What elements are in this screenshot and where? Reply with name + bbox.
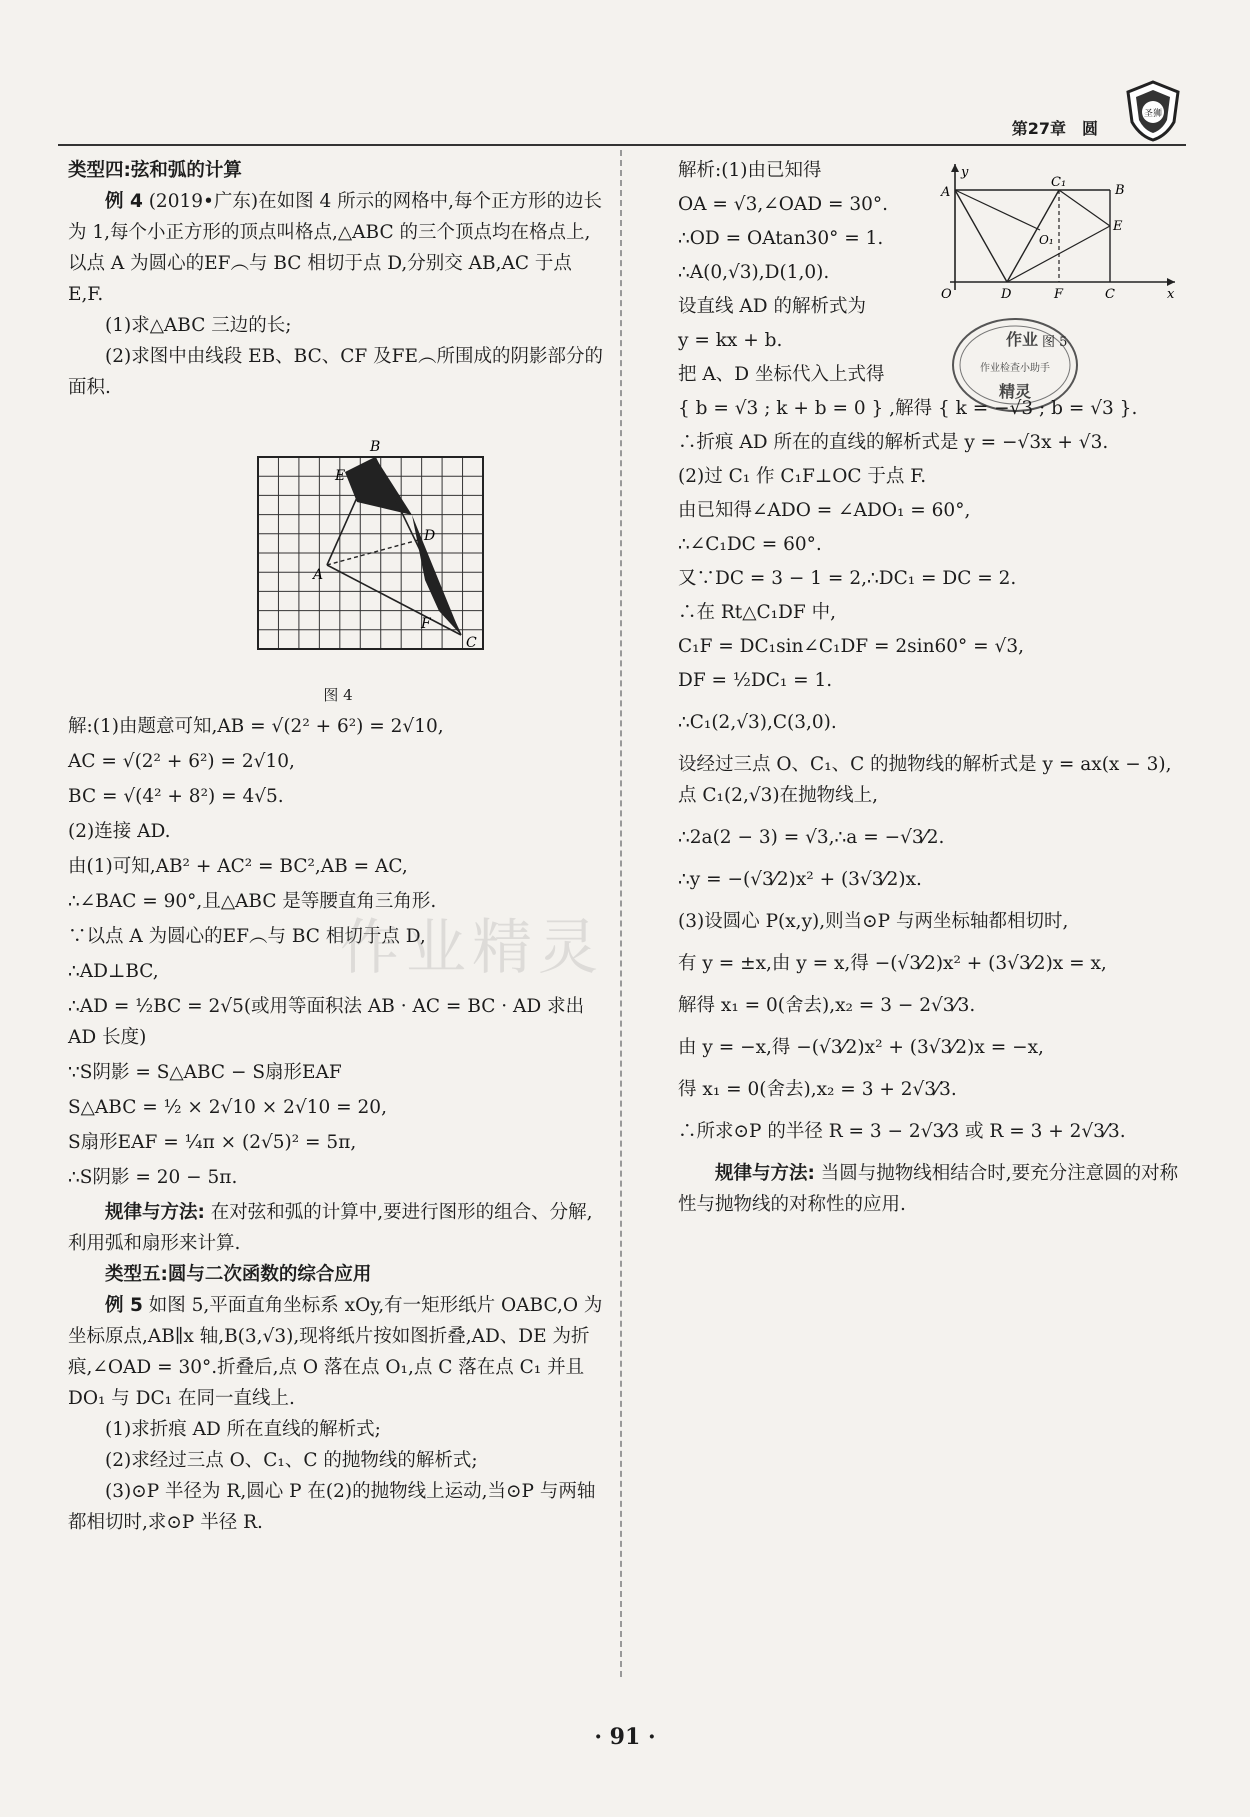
example5-solution (678, 155, 1186, 1147)
solution-line: ∴在 Rt△C₁DF 中, (678, 602, 836, 623)
solution-line: 有 y = ±x,由 y = x,得 −(√3⁄2)x² + (3√3⁄2)x = x, (678, 953, 1107, 974)
example4-label: 例 4 (105, 191, 143, 212)
label-e: E (1113, 219, 1123, 234)
solution-line: 由 y = −x,得 −(√3⁄2)x² + (3√3⁄2)x = −x, (678, 1037, 1044, 1058)
figure4-grid-diagram (208, 415, 508, 680)
rule4-label: 规律与方法: (105, 1202, 205, 1223)
right-column (678, 155, 1186, 1220)
section5-title: 类型五:圆与二次函数的综合应用 (105, 1264, 372, 1285)
label-x: x (1167, 287, 1175, 302)
publisher-logo (1122, 78, 1184, 144)
stamp-line1: 作业 (1006, 330, 1039, 349)
segment-ad (327, 539, 422, 565)
rule5-text: 当圆与抛物线相结合时,要充分注意圆的对称性与抛物线的对称性的应用. (678, 1163, 1179, 1215)
rule4 (68, 1197, 608, 1259)
label-f: F (421, 616, 431, 632)
rule5 (678, 1158, 1186, 1220)
column-divider (620, 150, 622, 1677)
solution-line: ∵以点 A 为圆心的EF︵与 BC 相切于点 D, (68, 926, 426, 947)
solution-line: C₁F = DC₁sin∠C₁DF = 2sin60° = √3, (678, 636, 1024, 657)
solution-line: ∴y = −(√3⁄2)x² + (3√3⁄2)x. (678, 869, 922, 890)
solution-line: ∴S阴影 = 20 − 5π. (68, 1167, 238, 1188)
solution-line: 由(1)可知,AB² + AC² = BC²,AB = AC, (68, 856, 408, 877)
label-c1: C₁ (1051, 175, 1067, 190)
solution-line: AC = √(2² + 6²) = 2√10, (68, 751, 295, 772)
solution-line: ∴AD⊥BC, (68, 961, 159, 982)
label-b: B (1115, 183, 1125, 198)
solution-line: 设直线 AD 的解析式为 (678, 296, 866, 317)
solution-line: (2)过 C₁ 作 C₁F⊥OC 于点 F. (678, 466, 927, 487)
solution-line: 解得 x₁ = 0(舍去),x₂ = 3 − 2√3⁄3. (678, 995, 976, 1016)
solution-line: ∵S阴影 = S△ABC − S扇形EAF (68, 1062, 342, 1083)
solution-line: DF = ½DC₁ = 1. (678, 670, 833, 691)
solution-line: S△ABC = ½ × 2√10 × 2√10 = 20, (68, 1097, 387, 1118)
solution-line: S扇形EAF = ¼π × (2√5)² = 5π, (68, 1132, 357, 1153)
solution-line: ∴C₁(2,√3),C(3,0). (678, 712, 837, 733)
rule4-text: 在对弦和弧的计算中,要进行图形的组合、分解,利用弧和扇形来计算. (68, 1202, 593, 1254)
solution-line: y = kx + b. (678, 330, 783, 351)
example5 (68, 1290, 608, 1414)
label-d: D (1001, 287, 1012, 302)
example5-q1: (1)求折痕 AD 所在直线的解析式; (105, 1419, 381, 1440)
solution-line: 解:(1)由题意可知,AB = √(2² + 6²) = 2√10, (68, 716, 444, 737)
label-y: y (961, 165, 969, 180)
solution-line: ∴折痕 AD 所在的直线的解析式是 y = −√3x + √3. (678, 432, 1109, 453)
solution-line: 设经过三点 O、C₁、C 的抛物线的解析式是 y = ax(x − 3),点 C₁(2,√3)在抛物线上, (678, 754, 1172, 806)
label-f: F (1054, 287, 1064, 302)
label-a: A (313, 567, 324, 583)
solution-line: ∴∠C₁DC = 60°. (678, 534, 822, 555)
page-header (58, 92, 1186, 146)
example4-q1: (1)求△ABC 三边的长; (105, 315, 292, 336)
solution-line: ∴AD = ½BC = 2√5(或用等面积法 AB · AC = BC · AD 求出 AD 长度) (68, 996, 585, 1048)
solution-line: 得 x₁ = 0(舍去),x₂ = 3 + 2√3⁄3. (678, 1079, 957, 1100)
example4-q2: (2)求图中由线段 EB、BC、CF 及FE︵所围成的阴影部分的面积. (68, 346, 603, 398)
label-o1: O₁ (1039, 233, 1054, 247)
logo-text: 圣狮 (1143, 109, 1163, 119)
figure5-caption: 图 5 (1042, 335, 1068, 350)
solution-line: (3)设圆心 P(x,y),则当⊙P 与两坐标轴都相切时, (678, 911, 1069, 932)
chapter-title: 第27章 圆 (1011, 119, 1098, 138)
solution-line: 把 A、D 坐标代入上式得 (678, 364, 885, 385)
page-number: · 91 · (594, 1724, 656, 1750)
example5-q3: (3)⊙P 半径为 R,圆心 P 在(2)的抛物线上运动,当⊙P 与两轴都相切时,求⊙P 半径 R. (68, 1481, 596, 1533)
watermark: 作业精灵 (340, 913, 604, 983)
solution-line: 解析:(1)由已知得 (678, 160, 822, 181)
stamp-line3: 精灵 (998, 382, 1032, 401)
solution-line: { b = √3 ; k + b = 0 } ,解得 { k = −√3 ; b = √3 }. (678, 398, 1138, 419)
solution-line: 由已知得∠ADO = ∠ADO₁ = 60°, (678, 500, 971, 521)
label-c: C (466, 635, 477, 651)
solution-line: ∴∠BAC = 90°,且△ABC 是等腰直角三角形. (68, 891, 437, 912)
segment-bc (375, 457, 461, 635)
solution-line: OA = √3,∠OAD = 30°. (678, 194, 889, 215)
label-e: E (335, 468, 346, 484)
shaded-region-bottom (412, 515, 461, 635)
section4-title: 类型四:弦和弧的计算 (68, 160, 242, 181)
example4 (68, 186, 608, 310)
solution-line: (2)连接 AD. (68, 821, 171, 842)
solution-line: ∴A(0,√3),D(1,0). (678, 262, 830, 283)
label-b: B (370, 439, 381, 455)
example5-q2: (2)求经过三点 O、C₁、C 的抛物线的解析式; (105, 1450, 478, 1471)
label-a: A (941, 185, 951, 200)
example4-text: (2019•广东)在如图 4 所示的网格中,每个正方形的边长为 1,每个小正方形的顶点叫格点,△ABC 的三个顶点均在格点上,以点 A 为圆心的EF︵与 BC 相切于点 D,分别交 AB,AC 于点 E,F. (68, 191, 603, 305)
example5-text: 如图 5,平面直角坐标系 xOy,有一矩形纸片 OABC,O 为坐标原点,AB∥x 轴,B(3,√3),现将纸片按如图折叠,AD、DE 为折痕,∠OAD = 30°.折叠后,点 O 落在点 O₁,点 C 落在点 C₁ 并且 DO₁ 与 DC₁ 在同一直线上. (68, 1295, 603, 1409)
label-o: O (941, 287, 952, 302)
solution-line: ∴OD = OAtan30° = 1. (678, 228, 884, 249)
example5-label: 例 5 (105, 1295, 143, 1316)
solution-line: 又∵DC = 3 − 1 = 2,∴DC₁ = DC = 2. (678, 568, 1017, 589)
solution-line: ∴2a(2 − 3) = √3,∴a = −√3⁄2. (678, 827, 945, 848)
figure4-caption: 图 4 (323, 686, 353, 704)
label-d: D (424, 528, 436, 544)
solution-line: ∴所求⊙P 的半径 R = 3 − 2√3⁄3 或 R = 3 + 2√3⁄3. (678, 1121, 1126, 1142)
stamp-line2: 作业检查小助手 (980, 363, 1050, 374)
left-column (68, 155, 608, 1538)
solution-line: BC = √(4² + 8²) = 4√5. (68, 786, 284, 807)
rule5-label: 规律与方法: (715, 1163, 815, 1184)
label-c: C (1105, 287, 1115, 302)
